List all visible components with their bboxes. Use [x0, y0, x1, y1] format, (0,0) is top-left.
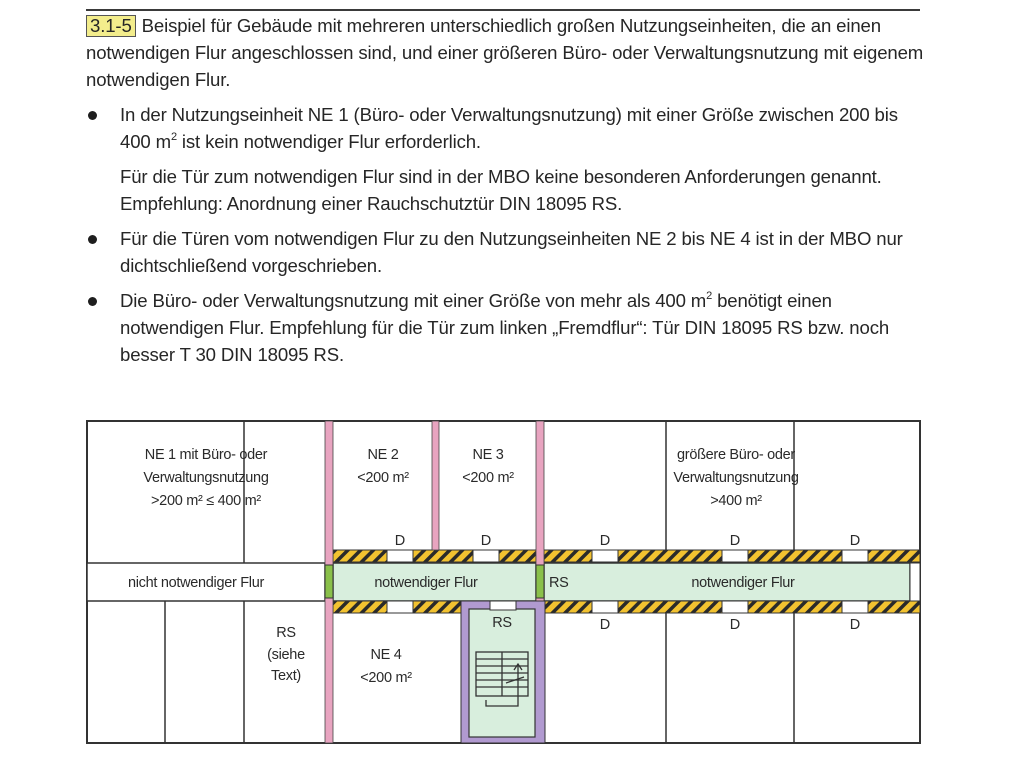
- door-label: D: [599, 533, 611, 549]
- bullet-item: [86, 287, 926, 368]
- superscript: 2: [170, 130, 177, 143]
- door-label: D: [849, 617, 861, 633]
- corridor-end: [910, 563, 920, 601]
- large-office-label-line1: größere Büro- oder: [677, 447, 795, 463]
- ne3-size: <200 m²: [462, 470, 514, 486]
- ne3-label: NE 3: [472, 447, 504, 463]
- bullet-item: [86, 101, 926, 155]
- bullet-dot-icon: [88, 111, 97, 120]
- ne4-label: NE 4: [370, 647, 402, 663]
- ne4-size: <200 m²: [360, 670, 412, 686]
- superscript: 2: [706, 289, 713, 302]
- required-corridor-label-left: notwendiger Flur: [374, 575, 478, 591]
- rs-marker: [536, 565, 544, 598]
- bullet-followup: Für die Tür zum notwendigen Flur sind in der MBO keine besonderen Anforderungen genannt. Empfehlung: Anordnung einer Rauchschutztür DIN 18095 RS.: [120, 166, 882, 214]
- bullet-text: Für die Türen vom notwendigen Flur zu den Nutzungseinheiten NE 2 bis NE 4 ist in der MBO nur dichtschließend vorgeschrieben.: [120, 228, 903, 276]
- rs-stair-label: RS: [492, 615, 512, 631]
- bullet-text: benötigt einen notwendigen Flur. Empfehlung für die Tür zum linken „Fremdflur“: Tür DIN 18095 RS bzw. noch besser T 30 DIN 18095 RS.: [120, 290, 890, 365]
- bullet-dot-icon: [88, 297, 97, 306]
- door-label: D: [599, 617, 611, 633]
- optional-corridor-label: nicht notwendiger Flur: [127, 575, 265, 591]
- rs-left-note: (siehe: [267, 647, 305, 663]
- rs-left-note: Text): [271, 668, 301, 684]
- rs-right-label: RS: [549, 575, 569, 591]
- large-office-label-line2: Verwaltungsnutzung: [673, 470, 799, 486]
- firewall: [432, 421, 439, 550]
- hatched-wall: [333, 550, 536, 562]
- bullet-text: In der Nutzungseinheit NE 1 (Büro- oder Verwaltungsnutzung) mit einer Größe zwischen 200 bis 400 m: [120, 104, 898, 152]
- bullet-dot-icon: [88, 235, 97, 244]
- bullet-text: ist kein notwendiger Flur erforderlich.: [176, 131, 481, 152]
- door-label: D: [729, 617, 741, 633]
- required-corridor-label-right: notwendiger Flur: [691, 575, 795, 591]
- large-office-label-line3: >400 m²: [710, 493, 762, 509]
- door-label: D: [394, 533, 406, 549]
- figure-text: [86, 12, 926, 368]
- ne2-label: NE 2: [367, 447, 399, 463]
- ne1-label-line3: >200 m² ≤ 400 m²: [151, 493, 261, 509]
- figure-number: 3.1-5: [86, 15, 136, 37]
- rs-marker: [325, 565, 333, 598]
- door-label: D: [849, 533, 861, 549]
- door-label: D: [480, 533, 492, 549]
- caption-text: Beispiel für Gebäude mit mehreren unterschiedlich großen Nutzungseinheiten, die an einen notwendigen Flur angeschlossen sind, und einer größeren Büro- oder Verwaltungsnutzung mit eigenem notwendigen Flur.: [86, 15, 924, 90]
- door-label: D: [729, 533, 741, 549]
- top-rule: [86, 9, 920, 11]
- ne2-size: <200 m²: [357, 470, 409, 486]
- rs-left-label: RS: [276, 625, 296, 641]
- stair-door: [490, 601, 516, 610]
- floor-plan: [86, 415, 926, 747]
- ne1-label-line2: Verwaltungsnutzung: [143, 470, 269, 486]
- bullet-text: Die Büro- oder Verwaltungsnutzung mit einer Größe von mehr als 400 m: [120, 290, 707, 311]
- ne1-label-line1: NE 1 mit Büro- oder: [144, 447, 268, 463]
- figure-caption: [86, 12, 926, 93]
- bullet-item: [86, 225, 926, 279]
